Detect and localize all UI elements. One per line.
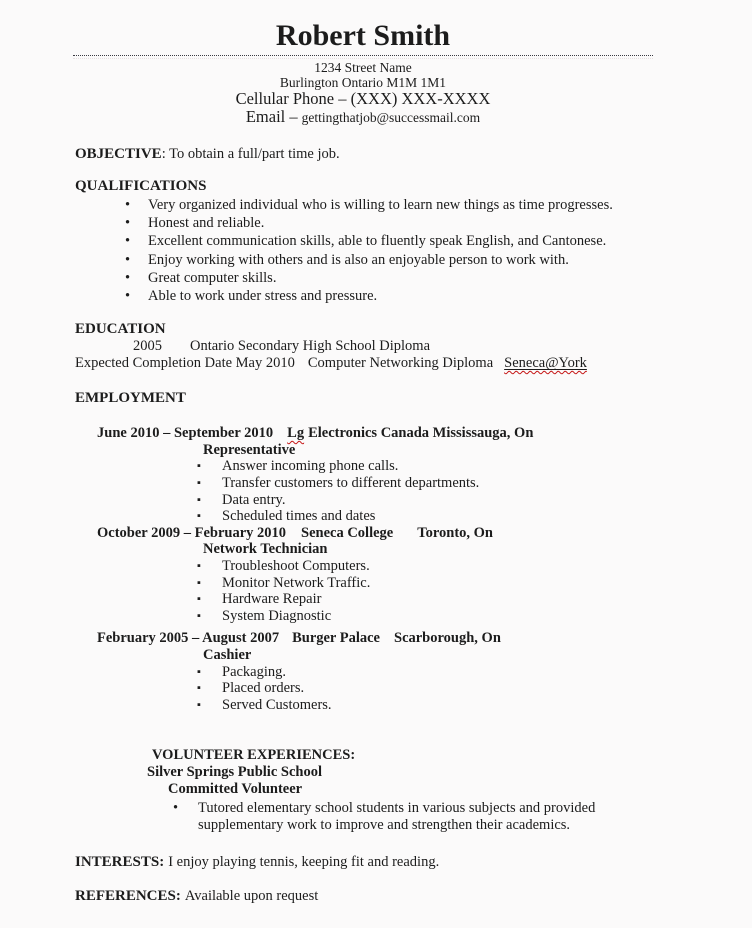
list-item-text: Placed orders. xyxy=(222,680,305,697)
list-item-text: Data entry. xyxy=(222,491,286,508)
objective-section xyxy=(75,146,752,163)
list-item xyxy=(75,680,752,697)
list-item-text: Enjoy working with others and is also an enjoyable person to work with. xyxy=(148,251,569,268)
list-item xyxy=(75,575,752,592)
qualifications-heading: QUALIFICATIONS xyxy=(75,178,207,194)
round-bullet-icon: • xyxy=(125,269,131,286)
job-entry xyxy=(75,630,752,713)
square-bullet-icon: ▪ xyxy=(197,460,201,473)
list-item-text: Answer incoming phone calls. xyxy=(222,458,399,475)
job-title: Representative xyxy=(203,441,296,458)
square-bullet-icon: ▪ xyxy=(197,593,201,606)
job-location: Toronto, On xyxy=(417,524,493,541)
round-bullet-icon: • xyxy=(125,251,131,268)
job-header xyxy=(97,525,752,542)
list-item-text: Great computer skills. xyxy=(148,269,277,286)
square-bullet-icon: ▪ xyxy=(197,609,201,622)
list-item-text: Excellent communication skills, able to fluently speak English, and Cantonese. xyxy=(148,233,607,250)
list-item xyxy=(75,591,752,608)
square-bullet-icon: ▪ xyxy=(197,477,201,489)
list-item xyxy=(75,214,752,232)
job-dates: June 2010 – September 2010 xyxy=(97,425,274,442)
email-address: gettingthatjob@successmail.com xyxy=(301,110,481,125)
list-item xyxy=(75,697,752,714)
volunteer-section xyxy=(75,747,752,833)
square-bullet-icon: ▪ xyxy=(197,559,201,572)
round-bullet-icon: • xyxy=(173,799,179,816)
square-bullet-icon: ▪ xyxy=(197,493,201,506)
list-item xyxy=(75,269,752,287)
tab-spacer xyxy=(493,366,504,367)
volunteer-heading: VOLUNTEER EXPERIENCES: xyxy=(152,747,356,764)
education-heading: EDUCATION xyxy=(75,321,166,338)
list-item xyxy=(75,251,752,269)
job-location: Scarborough, On xyxy=(394,630,501,647)
list-item-text: Able to work under stress and pressure. xyxy=(148,288,378,305)
job-company-flagged: Lg xyxy=(287,425,305,442)
list-item xyxy=(75,492,752,509)
round-bullet-icon: • xyxy=(125,288,131,305)
list-item-text: Packaging. xyxy=(222,663,287,680)
list-item xyxy=(75,287,752,305)
tab-spacer xyxy=(286,536,301,537)
job-dates: February 2005 – August 2007 xyxy=(97,630,280,647)
job-title: Cashier xyxy=(203,646,252,663)
list-item xyxy=(75,196,752,214)
list-item-text: Scheduled times and dates xyxy=(222,508,376,525)
person-name: Robert Smith xyxy=(73,20,653,56)
job-title: Network Technician xyxy=(203,541,328,558)
job-dates: October 2009 – February 2010 xyxy=(97,524,287,541)
job-company: Electronics Canada Mississauga, On xyxy=(308,425,534,442)
list-item-text: Very organized individual who is willing to learn new things as time progresses. xyxy=(148,197,613,213)
list-item xyxy=(75,664,752,681)
list-item-text: Transfer customers to different departments. xyxy=(222,475,480,491)
email-label: Email – xyxy=(245,107,298,126)
references-heading: REFERENCES: xyxy=(75,887,181,904)
references-section xyxy=(75,887,752,905)
objective-text: To obtain a full/part time job. xyxy=(169,146,340,162)
education-expected: Expected Completion Date May 2010 xyxy=(75,355,295,372)
qualifications-list xyxy=(75,196,752,305)
address-line-1: 1234 Street Name xyxy=(314,60,412,75)
list-item xyxy=(75,800,752,834)
references-text: Available upon request xyxy=(184,887,319,904)
address-line-2: Burlington Ontario M1M 1M1 xyxy=(279,74,447,90)
volunteer-organization: Silver Springs Public School xyxy=(147,764,322,781)
education-school-text: Seneca@York xyxy=(504,355,587,372)
square-bullet-icon: ▪ xyxy=(197,698,201,711)
list-item-text: Honest and reliable. xyxy=(148,215,265,232)
job-company: Burger Palace xyxy=(292,630,380,647)
job-company: Seneca College xyxy=(301,524,394,541)
education-program: Computer Networking Diploma xyxy=(307,355,494,372)
list-item xyxy=(75,608,752,625)
tab-spacer xyxy=(380,641,394,642)
objective-heading: OBJECTIVE xyxy=(75,146,162,162)
round-bullet-icon: • xyxy=(125,197,131,213)
square-bullet-icon: ▪ xyxy=(197,510,201,523)
square-bullet-icon: ▪ xyxy=(197,682,201,695)
education-section xyxy=(75,321,752,372)
list-item xyxy=(75,558,752,575)
job-entry xyxy=(75,425,752,525)
tab-spacer xyxy=(75,349,133,350)
list-item-text: System Diagnostic xyxy=(222,607,332,624)
tab-spacer xyxy=(393,536,417,537)
round-bullet-icon: • xyxy=(125,215,131,232)
list-item-text: Hardware Repair xyxy=(222,591,322,608)
phone-line: Cellular Phone – (XXX) XXX-XXXX xyxy=(235,89,491,108)
education-year: 2005 xyxy=(133,338,162,355)
tab-spacer xyxy=(295,366,308,367)
tab-spacer xyxy=(279,641,292,642)
header-divider xyxy=(73,56,653,59)
volunteer-title: Committed Volunteer xyxy=(168,780,303,797)
resume-header xyxy=(73,20,653,127)
list-item xyxy=(75,458,752,475)
job-entry xyxy=(75,525,752,625)
round-bullet-icon: • xyxy=(125,233,131,250)
list-item-text: Troubleshoot Computers. xyxy=(222,557,370,574)
list-item-text: Tutored elementary school students in various subjects and provided supplementary work to improve and strengthen their academics. xyxy=(198,799,596,833)
list-item xyxy=(75,475,752,492)
tab-spacer xyxy=(162,349,190,350)
qualifications-section xyxy=(75,178,752,305)
tab-spacer xyxy=(273,436,287,437)
interests-section xyxy=(75,853,752,871)
education-row xyxy=(75,355,752,372)
square-bullet-icon: ▪ xyxy=(197,576,201,589)
job-header xyxy=(97,425,752,442)
job-header xyxy=(97,630,752,647)
interests-text: I enjoy playing tennis, keeping fit and reading. xyxy=(168,853,440,870)
interests-heading: INTERESTS: xyxy=(75,853,165,870)
objective-separator: : xyxy=(161,146,170,162)
education-diploma: Ontario Secondary High School Diploma xyxy=(190,338,431,355)
email-line xyxy=(73,108,653,127)
list-item-text: Served Customers. xyxy=(222,696,332,713)
education-school-link xyxy=(504,355,587,371)
list-item-text: Monitor Network Traffic. xyxy=(222,574,371,591)
employment-section xyxy=(75,390,752,713)
list-item xyxy=(75,232,752,250)
square-bullet-icon: ▪ xyxy=(197,665,201,678)
education-row xyxy=(75,338,752,355)
list-item xyxy=(75,508,752,525)
employment-heading: EMPLOYMENT xyxy=(75,390,186,407)
